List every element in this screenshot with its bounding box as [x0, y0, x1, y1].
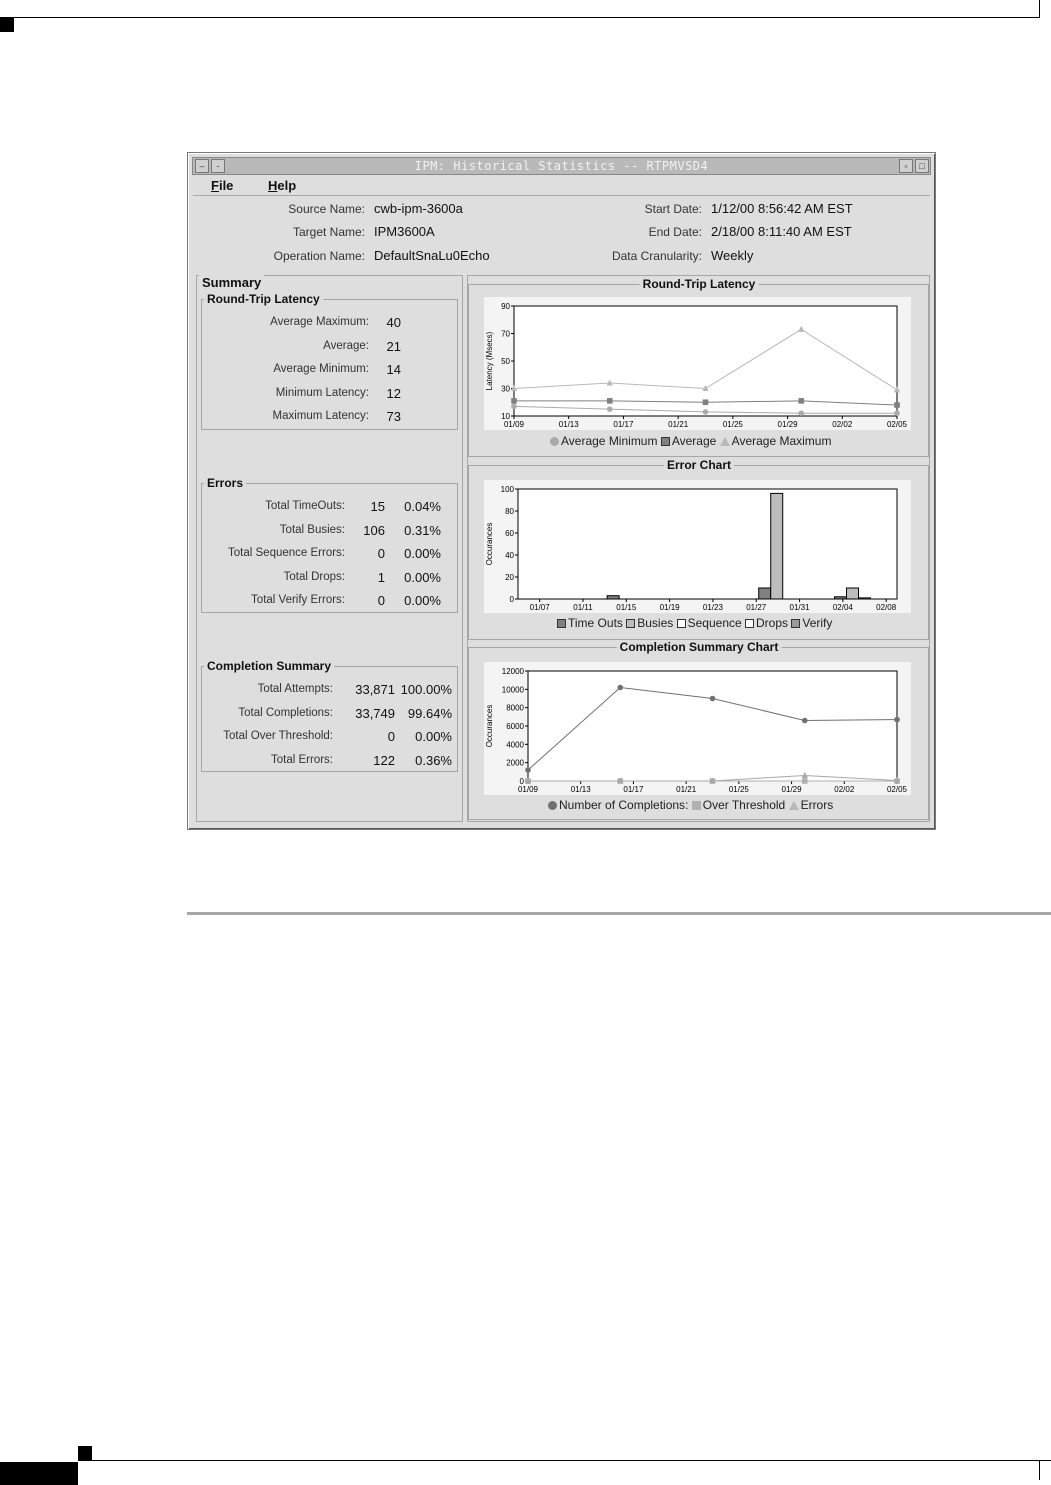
- data-point: [525, 767, 531, 773]
- completion-row-pct: 100.00%: [400, 682, 452, 697]
- legend-swatch-icon: [557, 619, 566, 628]
- error-row-label: Total Drops:: [283, 570, 345, 583]
- data-point: [511, 398, 517, 404]
- granularity-value: Weekly: [711, 248, 754, 263]
- data-point: [798, 398, 804, 404]
- window-restore-icon[interactable]: ▫: [899, 159, 913, 173]
- window-maximize-icon[interactable]: □: [915, 159, 929, 173]
- y-tick-label: 30: [501, 384, 510, 394]
- error-row-value: 106: [363, 522, 385, 538]
- x-tick-label: 02/08: [876, 603, 897, 612]
- data-point: [802, 778, 808, 784]
- bar: [607, 596, 619, 599]
- completion-row-value: 122: [373, 752, 395, 768]
- menu-help[interactable]: [268, 178, 296, 193]
- x-tick-label: 01/09: [503, 420, 525, 429]
- error-row-label: Total Busies:: [279, 523, 345, 536]
- completion-row-pct: 0.36%: [415, 752, 452, 768]
- y-tick-label: 8000: [506, 703, 524, 713]
- x-tick-label: 01/29: [781, 785, 802, 794]
- x-tick-label: 01/25: [722, 420, 743, 429]
- x-tick-label: 01/31: [789, 603, 810, 612]
- data-point: [607, 406, 613, 412]
- y-tick-label: 50: [501, 357, 510, 366]
- legend-avg-min: Average Minimum: [561, 434, 658, 448]
- y-tick-label: 70: [501, 329, 510, 339]
- y-tick-label: 2000: [506, 758, 524, 768]
- error-chart-bg: [484, 480, 911, 613]
- start-date-label: Start Date:: [644, 202, 702, 216]
- x-tick-label: 01/21: [668, 420, 689, 429]
- error-row-pct: 0.04%: [404, 499, 441, 514]
- error-row-value: 0: [377, 593, 385, 608]
- completion-row-label: Total Attempts:: [257, 683, 333, 695]
- latency-row-label: Minimum Latency:: [275, 386, 369, 399]
- y-axis-label: Occurances: [485, 522, 494, 566]
- plot-area: [528, 671, 897, 781]
- legend-swatch-icon: [745, 619, 754, 628]
- x-tick-label: 02/05: [886, 420, 908, 429]
- y-tick-label: 4000: [506, 740, 524, 750]
- latency-row-label: Maximum Latency:: [272, 410, 369, 422]
- x-tick-label: 01/17: [623, 785, 644, 794]
- error-chart: [484, 480, 911, 613]
- legend-triangle-icon: [789, 801, 799, 810]
- x-tick-label: 01/17: [613, 420, 634, 429]
- x-tick-label: 01/07: [529, 603, 550, 612]
- end-date-value: 2/18/00 8:11:40 AM EST: [711, 224, 852, 239]
- error-row-pct: 0.00%: [404, 546, 441, 561]
- latency-row-value: 73: [386, 409, 401, 424]
- error-chart-title: Error Chart: [664, 458, 734, 472]
- page-corner-marker: [78, 1446, 92, 1460]
- y-tick-label: 90: [501, 302, 510, 311]
- x-tick-label: 02/04: [832, 603, 853, 612]
- legend-avg-max: Average Maximum: [731, 434, 832, 448]
- legend-circle-icon: [548, 801, 557, 810]
- legend-circle-icon: [550, 437, 559, 446]
- granularity-label: Data Cranularity:: [611, 249, 702, 263]
- legend-triangle-icon: [720, 437, 730, 446]
- bar: [771, 493, 783, 599]
- source-name-value: cwb-ipm-3600a: [374, 201, 463, 216]
- x-tick-label: 02/02: [832, 420, 853, 429]
- bar: [859, 598, 871, 599]
- data-point: [894, 410, 900, 416]
- latency-chart-legend: [550, 434, 831, 448]
- latency-row-label: Average Minimum:: [273, 363, 369, 375]
- page-section-rule: [187, 912, 1051, 915]
- latency-chart-bg: [484, 297, 911, 430]
- x-tick-label: 01/23: [702, 603, 723, 612]
- menu-file-mnemonic: F: [211, 178, 219, 193]
- source-name-label: Source Name:: [288, 202, 365, 216]
- completion-row-value: 0: [387, 729, 395, 744]
- error-row-label: Total Sequence Errors:: [228, 547, 345, 559]
- error-row-value: 15: [370, 499, 385, 514]
- latency-row-value: 12: [386, 385, 401, 401]
- legend-square-icon: [692, 801, 701, 810]
- data-point: [703, 409, 709, 415]
- completion-row-value: 33,749: [355, 705, 395, 721]
- legend-swatch-icon: [791, 619, 800, 628]
- completion-group-title: Completion Summary: [204, 659, 334, 673]
- error-chart-legend: [557, 616, 832, 630]
- completion-row-pct: 0.00%: [415, 729, 452, 744]
- y-tick-label: 40: [505, 551, 514, 560]
- y-tick-label: 20: [505, 573, 514, 582]
- data-point: [607, 398, 613, 404]
- x-tick-label: 01/21: [676, 785, 697, 794]
- latency-chart-title: Round-Trip Latency: [640, 277, 759, 291]
- error-row-label: Total TimeOuts:: [265, 500, 345, 512]
- window-menu-icon[interactable]: –: [195, 159, 209, 173]
- legend-drops: Drops: [756, 616, 789, 630]
- legend-errors: Errors: [800, 798, 834, 812]
- x-tick-label: 02/05: [886, 785, 908, 794]
- window-titlebar[interactable]: [192, 157, 931, 175]
- data-point: [802, 718, 808, 724]
- latency-row-value: 40: [386, 315, 401, 330]
- bar: [835, 597, 847, 599]
- x-tick-label: 01/13: [558, 420, 579, 429]
- error-row-pct: 0.00%: [404, 593, 441, 608]
- legend-busies: Busies: [637, 616, 674, 630]
- legend-swatch-icon: [626, 619, 635, 628]
- page-bottom-rule: [78, 1460, 1051, 1461]
- y-tick-label: 80: [505, 507, 514, 516]
- target-name-value: IPM3600A: [374, 224, 435, 239]
- x-tick-label: 01/13: [570, 785, 591, 794]
- legend-swatch-icon: [677, 619, 686, 628]
- x-tick-label: 01/09: [517, 785, 539, 794]
- error-row-pct: 0.00%: [404, 569, 441, 585]
- data-point: [798, 410, 804, 416]
- window-title: IPM: Historical Statistics -- RTPMVSD4: [414, 159, 709, 173]
- error-row-value: 1: [377, 569, 385, 585]
- data-point: [894, 402, 900, 408]
- page-bottom-corner: [1039, 1460, 1040, 1480]
- x-tick-label: 01/25: [728, 785, 749, 794]
- menu-file[interactable]: [211, 178, 233, 193]
- latency-chart: [484, 297, 911, 430]
- x-tick-label: 01/15: [616, 603, 637, 612]
- y-tick-label: 60: [505, 529, 514, 538]
- latency-row-value: 14: [386, 362, 401, 377]
- end-date-label: End Date:: [648, 225, 702, 239]
- menu-bar: [193, 176, 930, 196]
- data-point: [617, 685, 623, 691]
- y-tick-label: 100: [500, 485, 514, 494]
- latency-row-value: 21: [386, 338, 401, 354]
- x-tick-label: 02/02: [834, 785, 855, 794]
- y-tick-label: 10000: [501, 685, 524, 695]
- data-point: [710, 696, 716, 702]
- y-axis-label: Latency (Msecs): [485, 331, 494, 391]
- error-row-label: Total Verify Errors:: [251, 594, 345, 606]
- completion-row-pct: 99.64%: [407, 705, 452, 721]
- y-tick-label: 10: [501, 412, 510, 421]
- target-name-label: Target Name:: [292, 225, 365, 239]
- y-tick-label: 6000: [506, 722, 524, 731]
- completion-chart-title: Completion Summary Chart: [617, 640, 782, 654]
- plot-area: [518, 489, 897, 599]
- bar: [847, 588, 859, 599]
- legend-verify: Verify: [802, 616, 833, 630]
- legend-timeouts: Time Outs: [568, 616, 623, 630]
- bar: [759, 588, 771, 599]
- y-axis-label: Occurances: [485, 704, 494, 748]
- completion-row-label: Total Completions:: [238, 706, 333, 719]
- legend-over-threshold: Over Threshold: [702, 798, 786, 812]
- completion-chart: [484, 662, 911, 795]
- completion-chart-bg: [484, 662, 911, 795]
- completion-chart-legend: Number of Completions: Over Threshold Errors: [548, 798, 833, 812]
- operation-name-label: Operation Name:: [273, 249, 365, 263]
- latency-group-title: Round-Trip Latency: [204, 292, 323, 306]
- data-point: [511, 404, 517, 410]
- latency-row-label: Average Maximum:: [270, 316, 369, 328]
- historical-statistics-window: [187, 152, 936, 830]
- start-date-value: 1/12/00 8:56:42 AM EST: [711, 201, 853, 216]
- menu-help-mnemonic: H: [268, 178, 278, 193]
- page-corner-marker: [0, 18, 14, 32]
- operation-name-value: DefaultSnaLu0Echo: [374, 248, 490, 263]
- page-number-bar: [0, 1462, 78, 1485]
- legend-sequence: Sequence: [687, 616, 742, 630]
- y-tick-label: 0: [509, 595, 514, 604]
- completion-row-label: Total Errors:: [271, 753, 333, 766]
- summary-title: Summary: [199, 275, 264, 290]
- y-tick-label: 0: [519, 777, 524, 786]
- x-tick-label: 01/19: [659, 603, 680, 612]
- completion-row-label: Total Over Threshold:: [223, 730, 333, 742]
- errors-group-title: Errors: [204, 476, 246, 490]
- data-point: [703, 399, 709, 405]
- page-top-rule: [0, 17, 1040, 18]
- completion-row-value: 33,871: [355, 682, 395, 697]
- page-top-corner: [1039, 0, 1040, 18]
- x-tick-label: 01/29: [777, 420, 798, 429]
- latency-row-label: Average:: [323, 339, 369, 352]
- data-point: [894, 717, 900, 723]
- x-tick-label: 01/27: [746, 603, 767, 612]
- error-row-value: 0: [377, 546, 385, 561]
- menu-file-label: ile: [218, 178, 234, 193]
- x-tick-label: 01/11: [573, 603, 593, 612]
- window-minimize-icon[interactable]: -: [211, 159, 225, 173]
- legend-completions: Number of Completions: [559, 798, 686, 812]
- legend-square-icon: [661, 437, 670, 446]
- legend-avg: Average: [671, 434, 717, 448]
- menu-help-label: elp: [277, 178, 297, 193]
- y-tick-label: 12000: [501, 667, 524, 676]
- error-row-pct: 0.31%: [404, 522, 441, 538]
